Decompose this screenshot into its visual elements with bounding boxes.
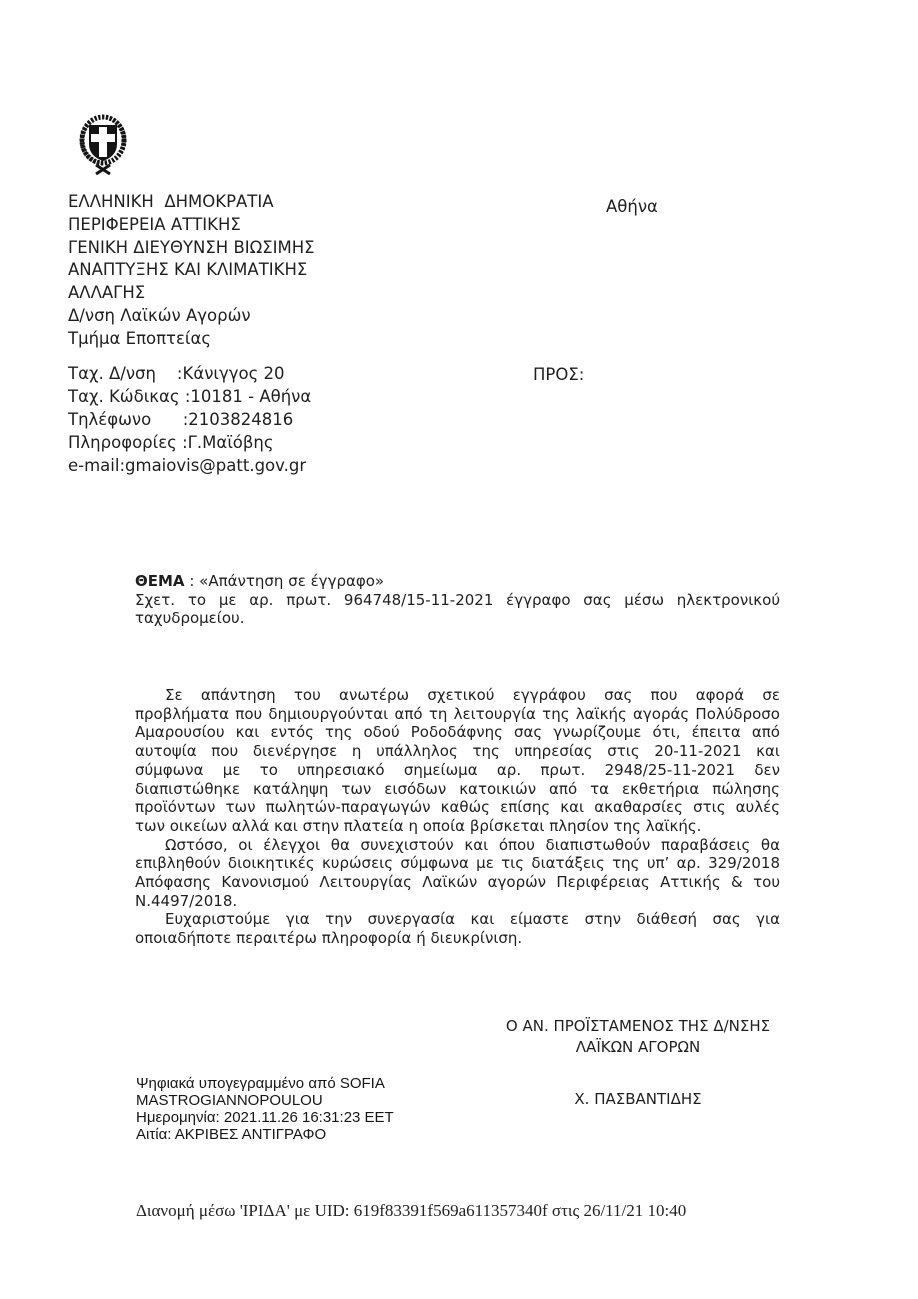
greek-national-emblem-icon <box>78 112 128 176</box>
text-line: ΑΛΛΑΓΗΣ <box>68 283 146 303</box>
text-line: των οικείων αλλά και στην πλατεία η οποία βρίσκεται πλησίον της λαϊκής. <box>135 816 702 835</box>
text-line: Σχετ. το με αρ. πρωτ. 964748/15-11-2021 έγγραφο σας μέσω ηλεκτρονικού <box>135 590 780 609</box>
text-line: Αμαρουσίου και εντός της οδού Ροδοδάφνης σας γνωρίζουμε ότι, έπειτα από <box>135 723 780 742</box>
paragraph <box>135 910 780 947</box>
subject-title: «Απάντηση σε έγγραφο» <box>199 572 385 590</box>
subject-block <box>135 572 780 628</box>
text-line: Ευχαριστούμε για την συνεργασία και είμαστε στην διάθεσή σας για <box>165 910 780 929</box>
subject-reference <box>135 591 780 628</box>
text-line: επιβληθούν διοικητικές κυρώσεις σύμφωνα με τις διατάξεις της υπ’ αρ. 329/2018 <box>135 854 780 873</box>
text-line: Ταχ. Δ/νση :Κάνιγγος 20 <box>68 364 285 383</box>
text-line: διαπιστώθηκε κατάληψη των εισόδων κατοικιών από τα εκθετήρια πώλησης <box>135 779 780 798</box>
text-line: Δ/νση Λαϊκών Αγορών <box>68 305 251 325</box>
subject-separator: : <box>184 572 200 590</box>
letter-body <box>135 686 780 948</box>
subject-label: ΘΕΜΑ <box>135 572 185 590</box>
subject-line <box>135 572 780 591</box>
text-line: Ταχ. Κώδικας :10181 - Αθήνα <box>68 387 312 406</box>
text-line: Σε απάντηση του ανωτέρω σχετικού εγγράφου σας που αφορά σε <box>165 686 780 704</box>
text-line: Πληροφορίες :Γ.Μαϊόβης <box>68 433 274 452</box>
text-line: σύμφωνα με το υπηρεσιακό σημείωμα αρ. πρωτ. 2948/25-11-2021 δεν <box>135 760 780 779</box>
signatory-name: Χ. ΠΑΣΒΑΝΤΙΔΗΣ <box>574 1089 702 1108</box>
text-line: Απόφασης Κανονισμού Λειτουργίας Λαϊκών αγορών Περιφέρειας Αττικής & του <box>135 873 780 892</box>
text-line: Τμήμα Εποπτείας <box>68 328 212 348</box>
text-line: προϊόντων των πωλητών-παραγωγών καθώς επίσης και ακαθαρσίες στις αυλές <box>135 798 780 817</box>
text-line: Αιτία: ΑΚΡΙΒΕΣ ΑΝΤΙΓΡΑΦΟ <box>136 1125 327 1143</box>
text-line: ταχυδρομείου. <box>135 609 245 628</box>
paragraph <box>135 836 780 911</box>
text-line: ΑΝΑΠΤΥΞΗΣ ΚΑΙ ΚΛΙΜΑΤΙΚΗΣ <box>68 260 308 280</box>
text-line: αυτοψία που διενέργησε η υπάλληλος της υπηρεσίας στις 20-11-2021 και <box>135 742 780 761</box>
contact-details-block <box>68 362 488 477</box>
text-line: Τηλέφωνο :2103824816 <box>68 410 294 429</box>
text-line: Ψηφιακά υπογεγραμμένο από SOFIA <box>136 1075 385 1092</box>
text-line: ΕΛΛΗΝΙΚΗ ΔΗΜΟΚΡΑΤΙΑ <box>68 192 274 211</box>
paragraph <box>135 591 780 628</box>
recipient-label: ΠΡΟΣ: <box>533 365 585 384</box>
text-line: οποιαδήποτε περαιτέρω πληροφορία ή διευκρίνιση. <box>135 929 523 948</box>
digital-signature-stamp <box>136 1076 466 1144</box>
text-line: ΠΕΡΙΦΕΡΕΙΑ ΑΤΤΙΚΗΣ <box>68 214 241 234</box>
text-line: Ο ΑΝ. ΠΡΟΪΣΤΑΜΕΝΟΣ ΤΗΣ Δ/ΝΣΗΣ <box>505 1017 771 1035</box>
text-line: ΓΕΝΙΚΗ ΔΙΕΥΘΥΝΣΗ ΒΙΩΣΙΜΗΣ <box>68 237 315 257</box>
signatory-title <box>452 1016 824 1058</box>
text-line: Ν.4497/2018. <box>135 891 238 910</box>
city-label: Αθήνα <box>606 197 658 216</box>
text-line: Ημερομηνία: 2021.11.26 16:31:23 EET <box>136 1108 394 1126</box>
paragraph <box>135 686 780 836</box>
distribution-footer: Διανομή μέσω 'ΙΡΙΔΑ' με UID: 619f83391f569a611357340f στις 26/11/21 10:40 <box>136 1201 687 1220</box>
issuing-authority-block <box>68 191 488 351</box>
text-line: MASTROGIANNOPOULOU <box>136 1091 323 1109</box>
text-line: προβλήματα που δημιουργούνται από τη λειτουργία της λαϊκής αγοράς Πολύδροσο <box>135 704 780 723</box>
signature-block <box>452 1016 824 1109</box>
text-line: e-mail:gmaiovis@patt.gov.gr <box>68 456 307 475</box>
text-line: ΛΑΪΚΩΝ ΑΓΟΡΩΝ <box>575 1037 701 1056</box>
text-line: Ωστόσο, οι έλεγχοι θα συνεχιστούν και όπου διαπιστωθούν παραβάσεις θα <box>165 835 780 854</box>
